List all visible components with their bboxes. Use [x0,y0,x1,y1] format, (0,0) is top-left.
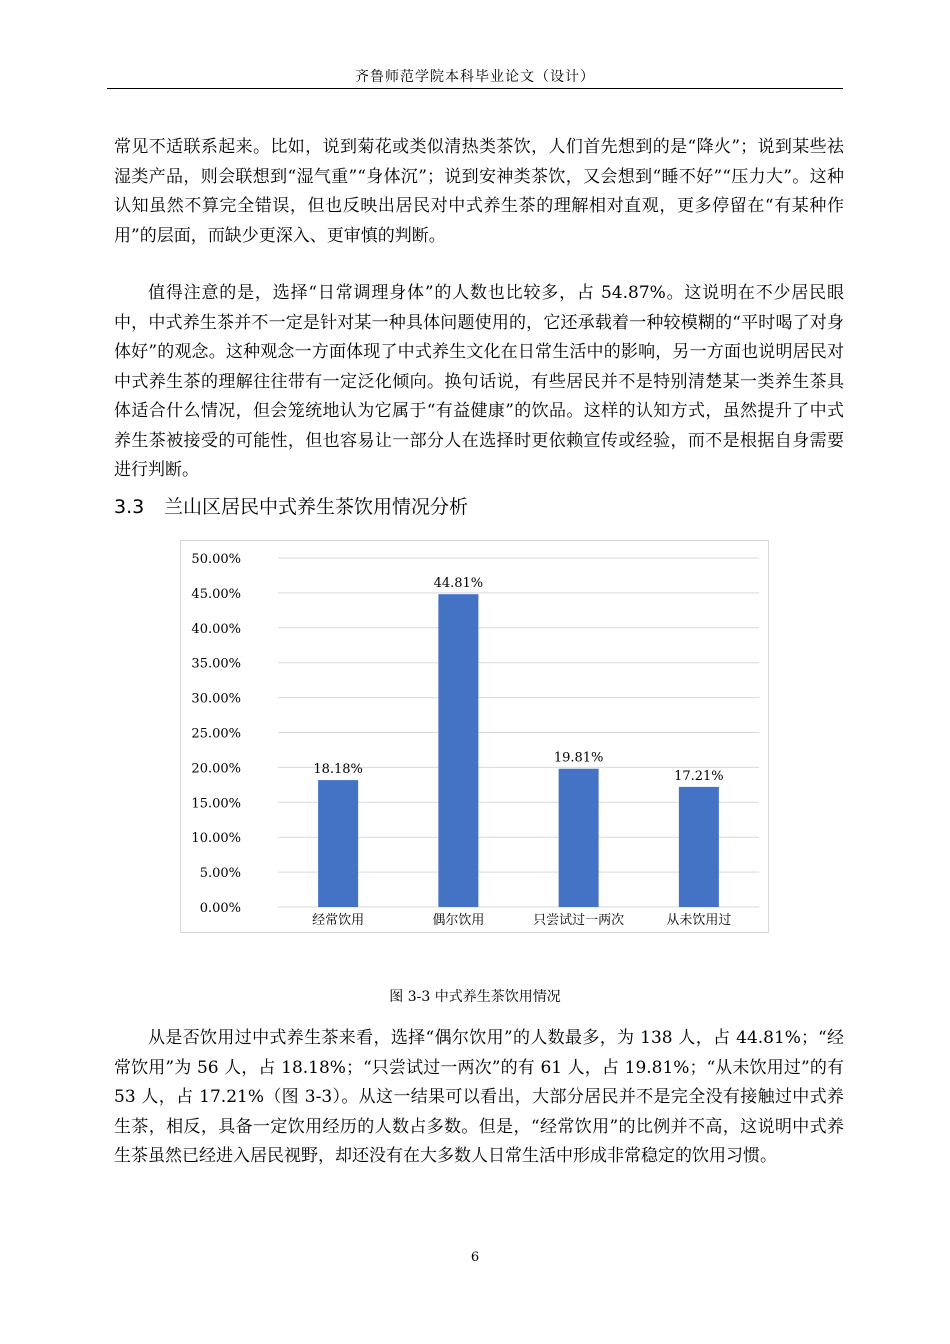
page-number: 6 [470,1250,480,1265]
bar [559,769,599,907]
bar [438,594,478,907]
y-tick-label: 40.00% [191,621,241,637]
x-tick-label: 从未饮用过 [666,913,732,928]
y-tick-label: 5.00% [199,866,241,882]
page-header: 齐鲁师范学院本科毕业论文（设计） [355,69,595,85]
data-label: 18.18% [313,762,363,778]
y-tick-label: 0.00% [199,901,241,916]
y-tick-label: 25.00% [191,726,241,742]
body-paragraph-1: 常见不适联系起来。比如，说到菊花或类似清热类茶饮，人们首先想到的是“降火”；说到某些祛湿类产品，则会联想到“湿气重”“身体沉”；说到安神类茶饮，又会想到“睡不好”“压力大”。这种认知虽然不算完全错误，但也反映出居民对中式养生茶的理解相对直观，更多停留在“有某种作用”的层面，而缺少更深入、更审慎的判断。 [114,137,844,246]
bar [318,780,358,907]
data-label: 17.21% [674,768,724,784]
body-paragraph-2: 值得注意的是，选择“日常调理身体”的人数也比较多，占 54.87%。这说明在不少居民眼中，中式养生茶并不一定是针对某一种具体问题使用的，它还承载着一种较模糊的“平时喝了对身体好”的观念。这种观念一方面体现了中式养生文化在日常生活中的影响，另一方面也说明居民对中式养生茶的理解往往带有一定泛化倾向。换句话说，有些居民并不是特别清楚某一类养生茶具体适合什么情况，但会笼统地认为它属于“有益健康”的饮品。这样的认知方式，虽然提升了中式养生茶被接受的可能性，但也容易让一部分人在选择时更依赖宣传或经验，而不是根据自身需要进行判断。 [114,283,844,480]
y-tick-label: 20.00% [191,761,241,777]
x-tick-label: 偶尔饮用 [432,913,485,928]
section-number: 3.3 [114,496,145,518]
bar-chart [180,540,769,933]
figure-caption: 图 3-3 中式养生茶饮用情况 [389,989,561,1005]
y-tick-label: 50.00% [191,552,241,567]
section-heading [114,492,468,519]
header-rule [107,88,843,89]
x-tick-label: 只尝试过一两次 [533,913,625,928]
data-label: 19.81% [553,750,604,766]
y-tick-label: 10.00% [191,831,241,847]
section-title: 兰山区居民中式养生茶饮用情况分析 [164,496,469,518]
x-tick-label: 经常饮用 [312,913,365,928]
y-tick-label: 35.00% [191,656,241,672]
data-label: 44.81% [433,576,484,592]
y-tick-label: 30.00% [191,691,241,707]
y-tick-label: 45.00% [191,586,241,602]
body-paragraph-3: 从是否饮用过中式养生茶来看，选择“偶尔饮用”的人数最多，为 138 人，占 44.81%；“经常饮用”为 56 人，占 18.18%；“只尝试过一两次”的有 61 人，占 19.81%；“从未饮用过”的有 53 人，占 17.21%（图 3-3）。从这一结果可以看出，大部分居民并不是完全没有接触过中式养生茶，相反，具备一定饮用经历的人数占多数。但是，“经常饮用”的比例并不高，这说明中式养生茶虽然已经进入居民视野，却还没有在大多数人日常生活中形成非常稳定的饮用习惯。 [114,1028,844,1166]
bar-chart-svg [181,541,770,934]
y-tick-label: 15.00% [191,796,241,812]
bar [679,787,719,907]
